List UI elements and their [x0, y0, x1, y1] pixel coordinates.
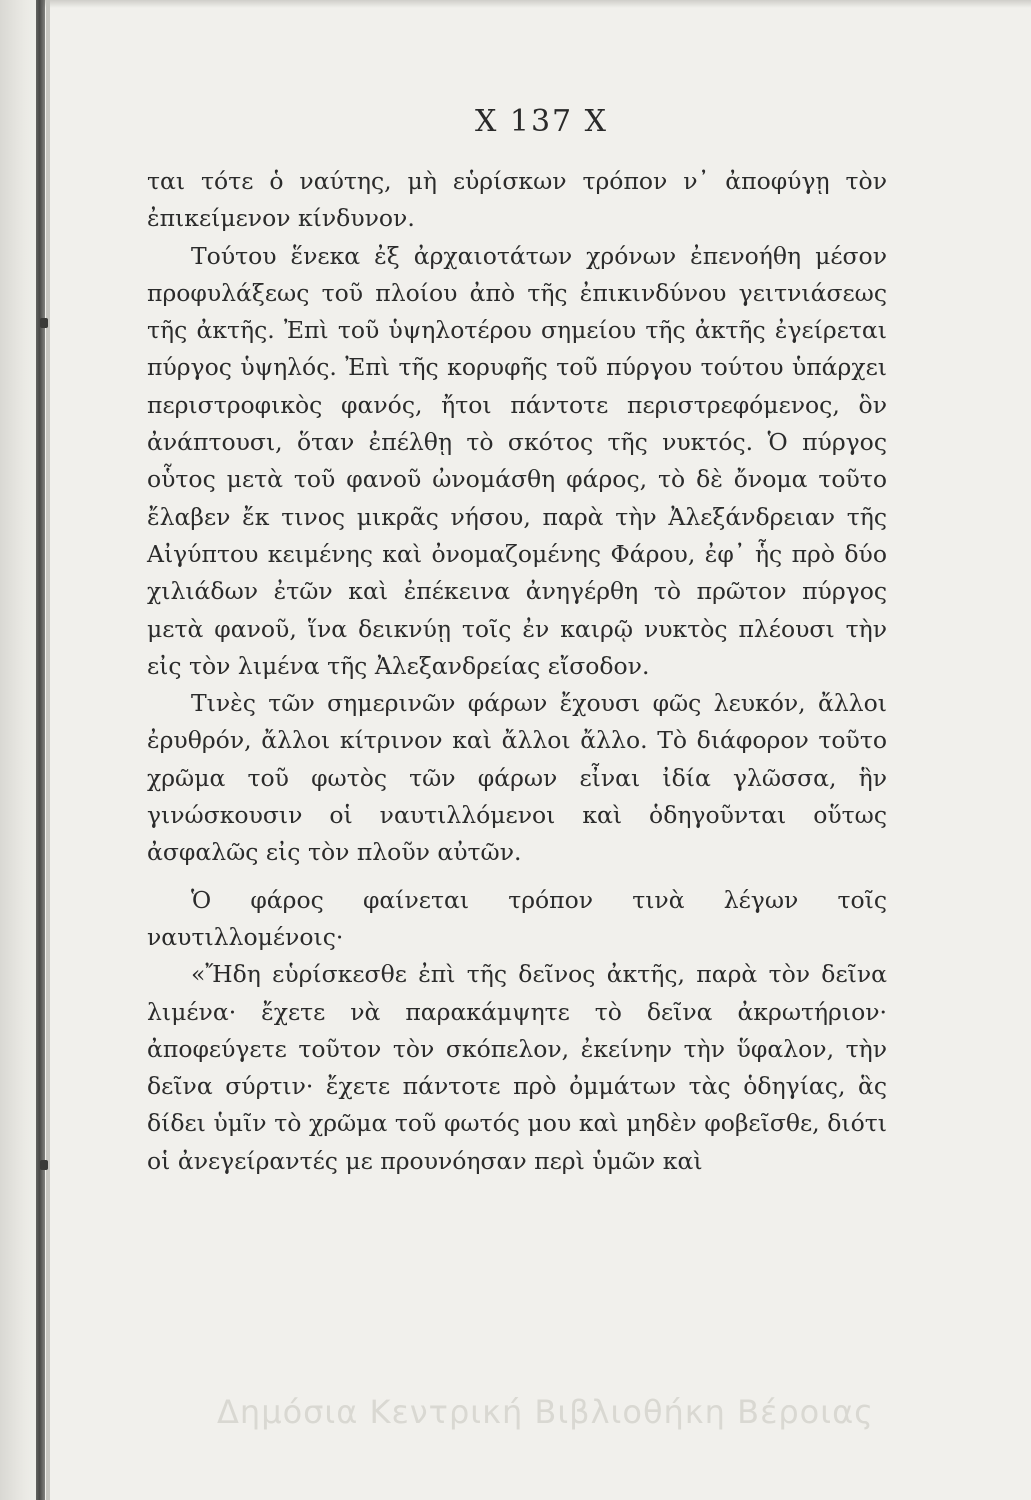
page-number: Χ 137 Χ — [474, 104, 609, 139]
paragraph: «Ἤδη εὑρίσκεσθε ἐπὶ τῆς δεῖνος ἀκτῆς, παρὰ τὸν δεῖνα λιμένα· ἔχετε νὰ παρακάμψητε τὸ δεῖνα ἀκρωτήριον· ἀποφεύγετε τοῦτον τὸν σκόπελον, ἐκείνην τὴν ὕφαλον, τὴν δεῖνα σύρτιν· ἔχετε πάντοτε πρὸ ὀμμάτων τὰς ὁδηγίας, ἃς δίδει ὑμῖν τὸ χρῶμα τοῦ φωτός μου καὶ μηδὲν φοβεῖσθε, διότι οἱ ἀνεγείραντές με προυνόησαν περὶ ὑμῶν καὶ — [147, 960, 887, 1175]
paragraph: ται τότε ὁ ναύτης, μὴ εὑρίσκων τρόπον ν᾽ ἀποφύγῃ τὸν ἐπικείμενον κίνδυνον. — [147, 167, 887, 233]
binding-mark — [40, 318, 48, 328]
paragraph: Ὁ φάρος φαίνεται τρόπον τινὰ λέγων τοῖς ναυτιλλομένοις· — [147, 885, 887, 951]
binding-highlight — [46, 0, 50, 1500]
binding-mark — [40, 1160, 48, 1170]
body-text — [147, 163, 887, 1180]
binding-edge — [36, 0, 45, 1500]
paragraph: Τινὲς τῶν σημερινῶν φάρων ἔχουσι φῶς λευκόν, ἄλλοι ἐρυθρόν, ἄλλοι κίτρινον καὶ ἄλλοι ἄλλο. Τὸ διάφορον τοῦτο χρῶμα τοῦ φωτὸς τῶν φάρων εἶναι ἰδία γλῶσσα, ἣν γινώσκουσιν οἱ ναυτιλλόμενοι καὶ ὁδηγοῦνται οὕτως ἀσφαλῶς εἰς τὸν πλοῦν αὐτῶν. — [147, 689, 887, 867]
library-watermark: Δημόσια Κεντρική Βιβλιοθήκη Βέροιας — [217, 1393, 874, 1431]
paragraph: Τούτου ἕνεκα ἐξ ἀρχαιοτάτων χρόνων ἐπενοήθη μέσον προφυλάξεως τοῦ πλοίου ἀπὸ τῆς ἐπικινδύνου γειτνιάσεως τῆς ἀκτῆς. Ἐπὶ τοῦ ὑψηλοτέρου σημείου τῆς ἀκτῆς ἐγείρεται πύργος ὑψηλός. Ἐπὶ τῆς κορυφῆς τοῦ πύργου τούτου ὑπάρχει περιστροφικὸς φανός, ἤτοι πάντοτε περιστρεφόμενος, ὃν ἀνάπτουσι, ὅταν ἐπέλθῃ τὸ σκότος τῆς νυκτός. Ὁ πύργος οὗτος μετὰ τοῦ φανοῦ ὠνομάσθη φάρος, τὸ δὲ ὄνομα τοῦτο ἔλαβεν ἔκ τινος μικρᾶς νήσου, παρὰ τὴν Ἀλεξάνδρειαν τῆς Αἰγύπτου κειμένης καὶ ὀνομαζομένης Φάρου, ἐφ᾽ ἧς πρὸ δύο χιλιάδων ἐτῶν καὶ ἐπέκεινα ἀνηγέρθη τὸ πρῶτον πύργος μετὰ φανοῦ, ἵνα δεικνύῃ τοῖς ἐν καιρῷ νυκτὸς πλέουσι τὴν εἰς τὸν λιμένα τῆς Ἀλεξανδρείας εἴσοδον. — [147, 241, 887, 680]
top-page-edge — [0, 0, 1031, 8]
